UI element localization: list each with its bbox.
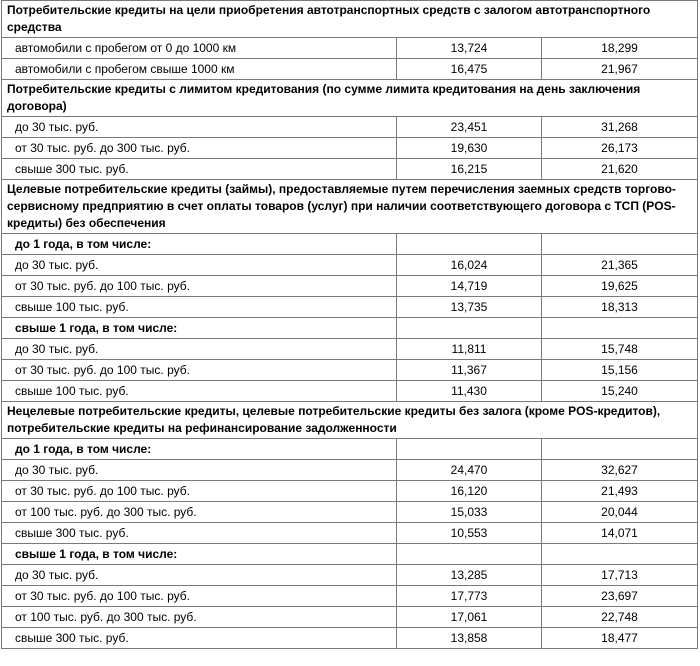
loan-category-label: автомобили с пробегом от 0 до 1000 км bbox=[2, 38, 397, 59]
rate-value-1: 13,285 bbox=[397, 565, 542, 586]
subheader-row bbox=[2, 318, 698, 339]
rates-table bbox=[1, 0, 698, 649]
loan-category-label: автомобили с пробегом свыше 1000 км bbox=[2, 59, 397, 80]
table-row bbox=[2, 628, 698, 649]
loan-category-label: свыше 100 тыс. руб. bbox=[2, 381, 397, 402]
empty-cell bbox=[542, 544, 698, 565]
section-title: Потребительские кредиты с лимитом кредитования (по сумме лимита кредитования на день заключения договора) bbox=[2, 80, 698, 117]
rate-value-2: 15,240 bbox=[542, 381, 698, 402]
empty-cell bbox=[397, 318, 542, 339]
subheader-row bbox=[2, 439, 698, 460]
section-title: Нецелевые потребительские кредиты, целевые потребительские кредиты без залога (кроме POS-кредитов), потребительские кредиты на рефинансирование задолженности bbox=[2, 402, 698, 439]
rate-value-2: 21,967 bbox=[542, 59, 698, 80]
table-row bbox=[2, 481, 698, 502]
rate-value-1: 24,470 bbox=[397, 460, 542, 481]
period-subheader: свыше 1 года, в том числе: bbox=[2, 318, 397, 339]
section-header-row bbox=[2, 402, 698, 439]
table-row bbox=[2, 586, 698, 607]
loan-category-label: от 30 тыс. руб. до 100 тыс. руб. bbox=[2, 481, 397, 502]
table-row bbox=[2, 59, 698, 80]
rate-value-2: 18,477 bbox=[542, 628, 698, 649]
loan-category-label: свыше 300 тыс. руб. bbox=[2, 523, 397, 544]
loan-category-label: от 100 тыс. руб. до 300 тыс. руб. bbox=[2, 502, 397, 523]
rate-value-1: 17,773 bbox=[397, 586, 542, 607]
rate-value-1: 23,451 bbox=[397, 117, 542, 138]
rate-value-2: 21,620 bbox=[542, 159, 698, 180]
loan-category-label: от 30 тыс. руб. до 100 тыс. руб. bbox=[2, 586, 397, 607]
section-header-row bbox=[2, 1, 698, 38]
rate-value-1: 11,367 bbox=[397, 360, 542, 381]
rate-value-2: 15,156 bbox=[542, 360, 698, 381]
table-row bbox=[2, 460, 698, 481]
rate-value-1: 14,719 bbox=[397, 276, 542, 297]
section-title: Потребительские кредиты на цели приобретения автотранспортных средств с залогом автотранспортного средства bbox=[2, 1, 698, 38]
rate-value-2: 19,625 bbox=[542, 276, 698, 297]
rate-value-1: 13,735 bbox=[397, 297, 542, 318]
table-row bbox=[2, 159, 698, 180]
rate-value-2: 18,299 bbox=[542, 38, 698, 59]
rate-value-2: 20,044 bbox=[542, 502, 698, 523]
period-subheader: до 1 года, в том числе: bbox=[2, 439, 397, 460]
table-row bbox=[2, 297, 698, 318]
rate-value-1: 16,120 bbox=[397, 481, 542, 502]
rate-value-1: 17,061 bbox=[397, 607, 542, 628]
empty-cell bbox=[542, 234, 698, 255]
loan-category-label: от 30 тыс. руб. до 100 тыс. руб. bbox=[2, 360, 397, 381]
rate-value-2: 31,268 bbox=[542, 117, 698, 138]
table-row bbox=[2, 565, 698, 586]
empty-cell bbox=[397, 544, 542, 565]
rate-value-1: 11,430 bbox=[397, 381, 542, 402]
rate-value-1: 16,024 bbox=[397, 255, 542, 276]
rate-value-2: 26,173 bbox=[542, 138, 698, 159]
table-row bbox=[2, 276, 698, 297]
rate-value-1: 10,553 bbox=[397, 523, 542, 544]
section-title: Целевые потребительские кредиты (займы), предоставляемые путем перечисления заемных средств торгово-сервисному предприятию в счет оплаты товаров (услуг) при наличии соответствующего договора с ТСП (POS-кредиты) без обеспечения bbox=[2, 180, 698, 234]
table-row bbox=[2, 523, 698, 544]
loan-category-label: от 100 тыс. руб. до 300 тыс. руб. bbox=[2, 607, 397, 628]
loan-category-label: от 30 тыс. руб. до 100 тыс. руб. bbox=[2, 276, 397, 297]
subheader-row bbox=[2, 544, 698, 565]
rate-value-1: 19,630 bbox=[397, 138, 542, 159]
rate-value-2: 15,748 bbox=[542, 339, 698, 360]
rate-value-2: 23,697 bbox=[542, 586, 698, 607]
rate-value-1: 11,811 bbox=[397, 339, 542, 360]
table-row bbox=[2, 38, 698, 59]
loan-category-label: до 30 тыс. руб. bbox=[2, 565, 397, 586]
subheader-row bbox=[2, 234, 698, 255]
loan-category-label: до 30 тыс. руб. bbox=[2, 460, 397, 481]
rate-value-1: 13,858 bbox=[397, 628, 542, 649]
rate-value-2: 14,071 bbox=[542, 523, 698, 544]
loan-category-label: свыше 300 тыс. руб. bbox=[2, 159, 397, 180]
section-header-row bbox=[2, 180, 698, 234]
table-row bbox=[2, 381, 698, 402]
empty-cell bbox=[542, 439, 698, 460]
period-subheader: до 1 года, в том числе: bbox=[2, 234, 397, 255]
rate-value-2: 32,627 bbox=[542, 460, 698, 481]
table-row bbox=[2, 339, 698, 360]
table-row bbox=[2, 117, 698, 138]
rate-value-2: 17,713 bbox=[542, 565, 698, 586]
empty-cell bbox=[397, 439, 542, 460]
loan-category-label: до 30 тыс. руб. bbox=[2, 339, 397, 360]
loan-category-label: свыше 100 тыс. руб. bbox=[2, 297, 397, 318]
loan-category-label: до 30 тыс. руб. bbox=[2, 255, 397, 276]
table-row bbox=[2, 138, 698, 159]
table-row bbox=[2, 607, 698, 628]
rate-value-1: 16,475 bbox=[397, 59, 542, 80]
loan-category-label: от 30 тыс. руб. до 300 тыс. руб. bbox=[2, 138, 397, 159]
table-row bbox=[2, 502, 698, 523]
rate-value-2: 21,365 bbox=[542, 255, 698, 276]
rate-value-1: 15,033 bbox=[397, 502, 542, 523]
table-row bbox=[2, 360, 698, 381]
loan-category-label: до 30 тыс. руб. bbox=[2, 117, 397, 138]
rate-value-1: 16,215 bbox=[397, 159, 542, 180]
rate-value-2: 18,313 bbox=[542, 297, 698, 318]
empty-cell bbox=[542, 318, 698, 339]
section-header-row bbox=[2, 80, 698, 117]
period-subheader: свыше 1 года, в том числе: bbox=[2, 544, 397, 565]
loan-category-label: свыше 300 тыс. руб. bbox=[2, 628, 397, 649]
table-row bbox=[2, 255, 698, 276]
empty-cell bbox=[397, 234, 542, 255]
rate-value-2: 21,493 bbox=[542, 481, 698, 502]
rate-value-2: 22,748 bbox=[542, 607, 698, 628]
rates-table-body bbox=[2, 1, 698, 649]
rate-value-1: 13,724 bbox=[397, 38, 542, 59]
